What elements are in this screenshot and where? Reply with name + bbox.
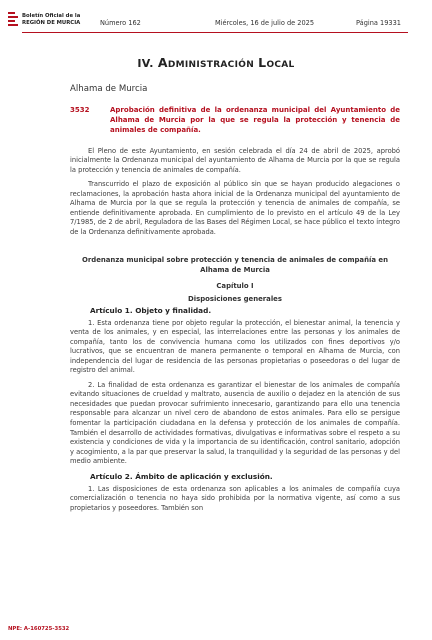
section-rest-1: DMINISTRACIÓN	[167, 60, 255, 70]
announcement-number: 3532	[70, 106, 90, 114]
article-1-title: Artículo 1. Objeto y finalidad.	[90, 305, 212, 315]
section-rest-2: OCAL	[266, 60, 295, 70]
entity-name: Alhama de Murcia	[70, 84, 148, 94]
section-title	[0, 55, 432, 70]
brand-name	[22, 13, 80, 26]
intro-paragraph: Transcurrido el plazo de exposición al público sin que se hayan producido alegaciones o reclamaciones, la aprobación hasta ahora inicial de la Ordenanza municipal del ayuntamiento de Alhama de Murcia por la que se regula la protección y tenencia de animales de compañía, se entiende definitivamente aprobada. En cumplimiento de lo previsto en el artículo 49 de la Ley 7/1985, de 2 de abril, Reguladora de las Bases del Régimen Local, se hace público el texto íntegro de la Ordenanza definitivamente aprobada.	[70, 180, 400, 236]
section-initial-1: A	[157, 55, 168, 70]
chapter-subtitle: Disposiciones generales	[188, 294, 282, 303]
page-number: Página 19331	[355, 19, 401, 27]
npe-reference: NPE: A-160725-3532	[8, 626, 70, 632]
chapter-title: Capítulo I	[216, 281, 254, 290]
header-divider	[22, 32, 408, 33]
brand-logo-icon	[8, 12, 18, 30]
announcement-heading	[70, 105, 400, 136]
ordinance-title: Ordenanza municipal sobre protección y tenencia de animales de compañía en Alhama de Murcia	[82, 255, 388, 274]
issue-date: Miércoles, 16 de julio de 2025	[215, 19, 315, 27]
brand-line-2: REGIÓN DE MURCIA	[22, 19, 81, 26]
article-2-paragraph: 1. Las disposiciones de esta ordenanza son aplicables a los animales de compañía cuya comercialización o tenencia no haya sido prohibida por la normativa vigente, así como a sus propietarios y poseedores. También son	[70, 484, 400, 512]
announcement-title: Aprobación definitiva de la ordenanza municipal del Ayuntamiento de Alhama de Murcia por la que se regula la protección y tenencia de animales de compañía.	[110, 106, 400, 135]
article-2-title: Artículo 2. Ámbito de aplicación y exclusión.	[90, 471, 273, 481]
document-body	[70, 84, 400, 518]
section-initial-2: L	[258, 55, 267, 70]
article-1-paragraph: 2. La finalidad de esta ordenanza es garantizar el bienestar de los animales de compañía evitando situaciones de crueldad y maltrato, ausencia de auxilio o dejadez en la atención de sus necesidades que puedan provocar sufrimiento innecesario, garantizando para ello una tenencia responsable para alcanzar un nivel cero de abandono de estos animales. Para ello se persigue fomentar la participación ciudadana en la defensa y protección de los animales de compañía. También el desarrollo de actividades formativas, divulgativas e informativas sobre el respeto a su existencia y condiciones de vida y la importancia de su identificación, control sanitario, adopción y acogimiento, a la par que preservar la salud, la tranquilidad y la seguridad de las personas y del medio ambiente.	[70, 380, 400, 466]
issue-number: Número 162	[100, 19, 141, 27]
intro-paragraph: El Pleno de este Ayuntamiento, en sesión celebrada el día 24 de abril de 2025, aprobó inicialmente la Ordenanza municipal del ayuntamiento de Alhama de Murcia por la que se regula la protección y tenencia de animales de compañía.	[70, 146, 400, 174]
article-1-paragraph: 1. Esta ordenanza tiene por objeto regular la protección, el bienestar animal, la tenencia y venta de los animales, y en especial, las interrelaciones entre las personas y los animales de compañía, tanto los de convivencia humana como los utilizados con fines deportivos y/o lucrativos, que se encuentran de manera permanente o temporal en Alhama de Murcia, con independencia del lugar de residencia de las personas propietarias o poseedoras o del lugar de registro del animal.	[70, 318, 400, 375]
section-roman: IV.	[137, 57, 154, 70]
brand-line-1: Boletín Oficial de la	[22, 13, 81, 19]
